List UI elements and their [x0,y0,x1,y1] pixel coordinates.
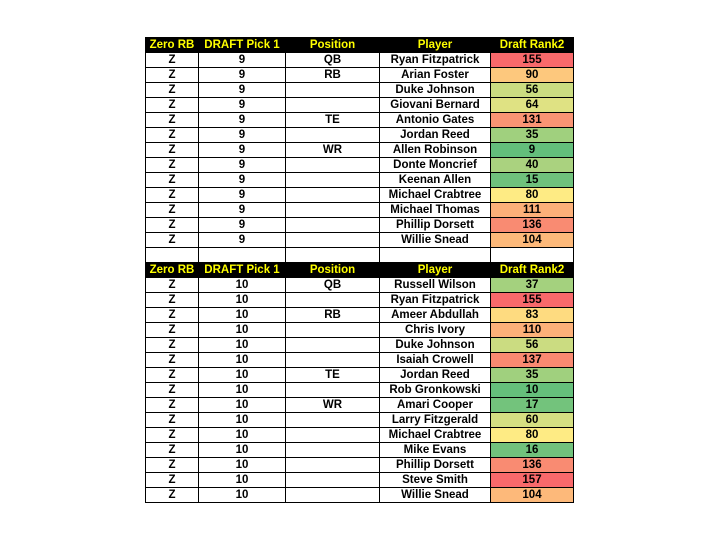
table-row [146,173,574,188]
draft-pick-cell: 10 [199,473,286,488]
table-row [146,83,574,98]
draft-pick-cell: 9 [199,113,286,128]
header-player: Player [380,38,491,53]
header-zero-rb: Zero RB [146,263,199,278]
header-draft-pick: DRAFT Pick 1 [199,263,286,278]
draft-rank-cell: 56 [491,83,574,98]
table-row [146,338,574,353]
blank-cell [199,248,286,263]
table-row [146,293,574,308]
draft-pick-cell: 9 [199,128,286,143]
player-cell: Donte Moncrief [380,158,491,173]
draft-rank-cell: 136 [491,218,574,233]
zero-rb-cell: Z [146,488,199,503]
draft-pick-cell: 10 [199,458,286,473]
draft-rank-cell: 155 [491,293,574,308]
player-cell: Willie Snead [380,233,491,248]
table-row [146,323,574,338]
draft-pick-cell: 9 [199,83,286,98]
blank-cell [286,248,380,263]
player-cell: Steve Smith [380,473,491,488]
position-cell [286,203,380,218]
draft-pick-cell: 9 [199,158,286,173]
position-cell: WR [286,143,380,158]
table-row [146,158,574,173]
draft-rank-cell: 83 [491,308,574,323]
draft-rank-cell: 157 [491,473,574,488]
zero-rb-cell: Z [146,173,199,188]
player-cell: Phillip Dorsett [380,458,491,473]
player-cell: Duke Johnson [380,83,491,98]
draft-rank-cell: 155 [491,53,574,68]
table-row [146,98,574,113]
draft-rank-cell: 90 [491,68,574,83]
draft-rank-cell: 40 [491,158,574,173]
position-cell [286,173,380,188]
position-cell: TE [286,368,380,383]
table-row [146,473,574,488]
table-row [146,488,574,503]
draft-rank-cell: 136 [491,458,574,473]
draft-rank-cell: 35 [491,368,574,383]
zero-rb-cell: Z [146,68,199,83]
position-cell [286,488,380,503]
zero-rb-cell: Z [146,278,199,293]
position-cell [286,83,380,98]
header-position: Position [286,38,380,53]
position-cell [286,413,380,428]
header-row [146,263,574,278]
zero-rb-cell: Z [146,443,199,458]
zero-rb-cell: Z [146,458,199,473]
blank-cell [146,248,199,263]
player-cell: Giovani Bernard [380,98,491,113]
position-cell [286,338,380,353]
draft-rank-cell: 80 [491,428,574,443]
position-cell: RB [286,68,380,83]
player-cell: Michael Crabtree [380,188,491,203]
zero-rb-cell: Z [146,158,199,173]
position-cell [286,353,380,368]
draft-pick-cell: 10 [199,413,286,428]
draft-pick-cell: 10 [199,353,286,368]
position-cell: QB [286,278,380,293]
player-cell: Jordan Reed [380,128,491,143]
draft-rank-cell: 137 [491,353,574,368]
zero-rb-cell: Z [146,383,199,398]
zero-rb-cell: Z [146,203,199,218]
player-cell: Russell Wilson [380,278,491,293]
zero-rb-cell: Z [146,338,199,353]
draft-rank-cell: 104 [491,488,574,503]
header-row [146,38,574,53]
position-cell [286,98,380,113]
table-row [146,443,574,458]
player-cell: Keenan Allen [380,173,491,188]
position-cell [286,233,380,248]
table-row [146,353,574,368]
draft-table [145,37,574,503]
player-cell: Ryan Fitzpatrick [380,293,491,308]
header-draft-pick: DRAFT Pick 1 [199,38,286,53]
zero-rb-cell: Z [146,113,199,128]
zero-rb-cell: Z [146,308,199,323]
header-player: Player [380,263,491,278]
header-draft-rank: Draft Rank2 [491,38,574,53]
table-row [146,368,574,383]
table-row [146,218,574,233]
draft-rank-cell: 80 [491,188,574,203]
position-cell: RB [286,308,380,323]
draft-rank-cell: 9 [491,143,574,158]
zero-rb-cell: Z [146,473,199,488]
zero-rb-cell: Z [146,83,199,98]
position-cell [286,443,380,458]
player-cell: Chris Ivory [380,323,491,338]
player-cell: Rob Gronkowski [380,383,491,398]
draft-pick-cell: 9 [199,53,286,68]
draft-pick-cell: 10 [199,443,286,458]
header-draft-rank: Draft Rank2 [491,263,574,278]
table-row [146,398,574,413]
draft-pick-cell: 10 [199,368,286,383]
zero-rb-cell: Z [146,98,199,113]
draft-rank-cell: 111 [491,203,574,218]
draft-pick-cell: 9 [199,188,286,203]
player-cell: Willie Snead [380,488,491,503]
draft-rank-cell: 10 [491,383,574,398]
draft-pick-cell: 10 [199,308,286,323]
zero-rb-cell: Z [146,293,199,308]
player-cell: Ryan Fitzpatrick [380,53,491,68]
position-cell [286,323,380,338]
draft-pick-cell: 9 [199,203,286,218]
draft-rank-cell: 16 [491,443,574,458]
zero-rb-cell: Z [146,398,199,413]
draft-rank-cell: 110 [491,323,574,338]
player-cell: Phillip Dorsett [380,218,491,233]
blank-row [146,248,574,263]
table-row [146,203,574,218]
position-cell [286,218,380,233]
player-cell: Allen Robinson [380,143,491,158]
draft-rank-cell: 64 [491,98,574,113]
zero-rb-cell: Z [146,368,199,383]
zero-rb-cell: Z [146,143,199,158]
draft-pick-cell: 10 [199,278,286,293]
draft-rank-cell: 56 [491,338,574,353]
player-cell: Mike Evans [380,443,491,458]
position-cell [286,128,380,143]
table-row [146,428,574,443]
draft-pick-cell: 9 [199,233,286,248]
table-row [146,128,574,143]
position-cell [286,188,380,203]
player-cell: Isaiah Crowell [380,353,491,368]
position-cell: QB [286,53,380,68]
draft-pick-cell: 10 [199,398,286,413]
table-row [146,458,574,473]
table-row [146,383,574,398]
draft-pick-cell: 9 [199,143,286,158]
draft-rank-cell: 60 [491,413,574,428]
table-row [146,413,574,428]
zero-rb-cell: Z [146,218,199,233]
position-cell [286,383,380,398]
position-cell: WR [286,398,380,413]
header-position: Position [286,263,380,278]
draft-table-body [146,38,574,503]
table-row [146,113,574,128]
draft-pick-cell: 10 [199,488,286,503]
position-cell: TE [286,113,380,128]
zero-rb-cell: Z [146,323,199,338]
player-cell: Amari Cooper [380,398,491,413]
position-cell [286,473,380,488]
table-row [146,233,574,248]
table-row [146,143,574,158]
table-row [146,68,574,83]
player-cell: Ameer Abdullah [380,308,491,323]
zero-rb-cell: Z [146,128,199,143]
player-cell: Larry Fitzgerald [380,413,491,428]
draft-rank-cell: 104 [491,233,574,248]
player-cell: Michael Thomas [380,203,491,218]
table-row [146,53,574,68]
player-cell: Arian Foster [380,68,491,83]
table-row [146,308,574,323]
draft-rank-cell: 15 [491,173,574,188]
player-cell: Antonio Gates [380,113,491,128]
zero-rb-cell: Z [146,233,199,248]
draft-rank-cell: 35 [491,128,574,143]
draft-pick-cell: 10 [199,338,286,353]
draft-pick-cell: 9 [199,218,286,233]
header-zero-rb: Zero RB [146,38,199,53]
player-cell: Jordan Reed [380,368,491,383]
draft-rank-cell: 17 [491,398,574,413]
draft-pick-cell: 10 [199,293,286,308]
draft-pick-cell: 10 [199,428,286,443]
zero-rb-cell: Z [146,413,199,428]
zero-rb-cell: Z [146,188,199,203]
draft-pick-cell: 9 [199,173,286,188]
zero-rb-cell: Z [146,428,199,443]
table-row [146,188,574,203]
zero-rb-cell: Z [146,53,199,68]
table-row [146,278,574,293]
draft-rank-cell: 37 [491,278,574,293]
draft-pick-cell: 10 [199,383,286,398]
player-cell: Michael Crabtree [380,428,491,443]
blank-cell [491,248,574,263]
player-cell: Duke Johnson [380,338,491,353]
draft-pick-cell: 10 [199,323,286,338]
draft-pick-cell: 9 [199,68,286,83]
draft-pick-cell: 9 [199,98,286,113]
draft-rank-cell: 131 [491,113,574,128]
position-cell [286,158,380,173]
zero-rb-cell: Z [146,353,199,368]
position-cell [286,293,380,308]
position-cell [286,428,380,443]
blank-cell [380,248,491,263]
position-cell [286,458,380,473]
